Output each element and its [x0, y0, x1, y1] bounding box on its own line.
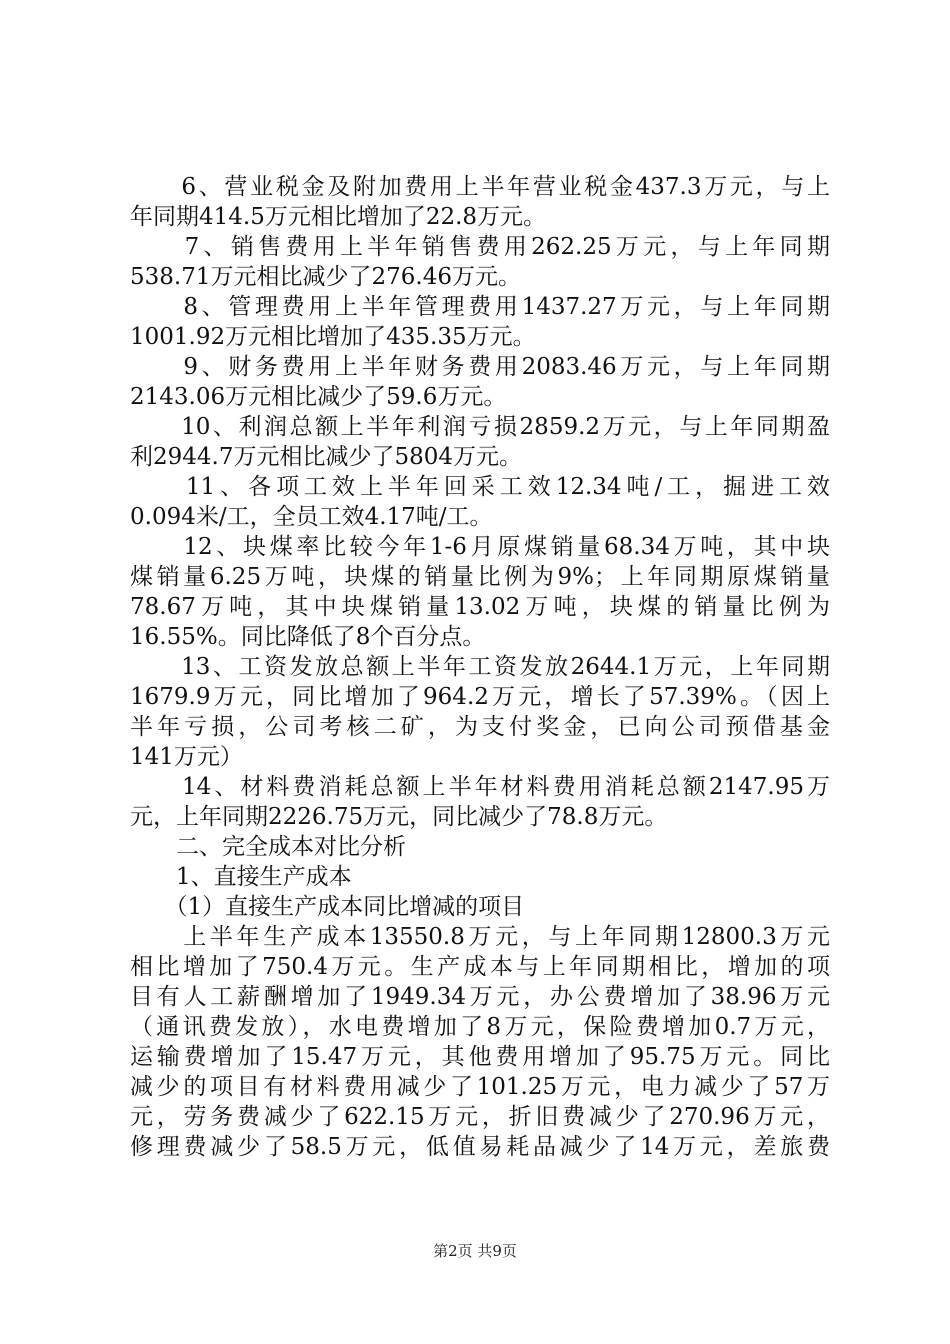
text-line: 16.55%。同比降低了8个百分点。: [130, 624, 486, 650]
text-line: 1679.9万元，同比增加了964.2万元，增长了57.39%。（因上: [130, 684, 830, 710]
text-line: 二、完全成本对比分析: [130, 834, 406, 860]
page-footer: 第2页 共9页: [433, 1242, 517, 1260]
text-line: 10、利润总额上半年利润亏损2859.2万元，与上年同期盈: [130, 414, 830, 440]
text-line: 14、材料费消耗总额上半年材料费用消耗总额2147.95万: [130, 774, 830, 800]
text-line: 年同期414.5万元相比增加了22.8万元。: [130, 204, 547, 230]
text-line: （1）直接生产成本同比增减的项目: [130, 894, 525, 920]
text-line: 1001.92万元相比增加了435.35万元。: [130, 324, 536, 350]
text-line: 目有人工薪酬增加了1949.34万元，办公费增加了38.96万元: [130, 984, 830, 1010]
document-body: [130, 172, 830, 1162]
text-line: 上半年生产成本13550.8万元，与上年同期12800.3万元: [130, 924, 830, 950]
text-line: 8、管理费用上半年管理费用1437.27万元，与上年同期: [130, 294, 830, 320]
text-line: 半年亏损，公司考核二矿，为支付奖金，已向公司预借基金: [130, 714, 830, 740]
text-line: 13、工资发放总额上半年工资发放2644.1万元，上年同期: [130, 654, 830, 680]
text-line: 利2944.7万元相比减少了5804万元。: [130, 444, 523, 470]
text-line: 7、销售费用上半年销售费用262.25万元，与上年同期: [130, 234, 830, 260]
text-line: 11、各项工效上半年回采工效12.34吨/工，掘进工效: [130, 474, 830, 500]
text-line: 煤销量6.25万吨，块煤的销量比例为9%；上年同期原煤销量: [130, 564, 830, 590]
text-line: 修理费减少了58.5万元，低值易耗品减少了14万元，差旅费: [130, 1134, 830, 1160]
text-line: 0.094米/工，全员工效4.17吨/工。: [130, 504, 493, 530]
text-line: 1、直接生产成本: [130, 864, 352, 890]
text-line: 9、财务费用上半年财务费用2083.46万元，与上年同期: [130, 354, 830, 380]
text-line: 元，劳务费减少了622.15万元，折旧费减少了270.96万元，: [130, 1104, 830, 1130]
text-line: 减少的项目有材料费用减少了101.25万元，电力减少了57万: [130, 1074, 830, 1100]
text-line: 6、营业税金及附加费用上半年营业税金437.3万元，与上: [130, 174, 830, 200]
text-line: 141万元）: [130, 744, 243, 770]
text-line: 538.71万元相比减少了276.46万元。: [130, 264, 521, 290]
text-line: 元，上年同期2226.75万元，同比减少了78.8万元。: [130, 804, 668, 830]
text-line: 78.67万吨，其中块煤销量13.02万吨，块煤的销量比例为: [130, 594, 830, 620]
text-line: 2143.06万元相比减少了59.6万元。: [130, 384, 507, 410]
text-line: 运输费增加了15.47万元，其他费用增加了95.75万元。同比: [130, 1044, 830, 1070]
text-line: 12、块煤率比较今年1-6月原煤销量68.34万吨，其中块: [130, 534, 830, 560]
text-line: （通讯费发放），水电费增加了8万元，保险费增加0.7万元，: [130, 1014, 830, 1040]
text-line: 相比增加了750.4万元。生产成本与上年同期相比，增加的项: [130, 954, 830, 980]
